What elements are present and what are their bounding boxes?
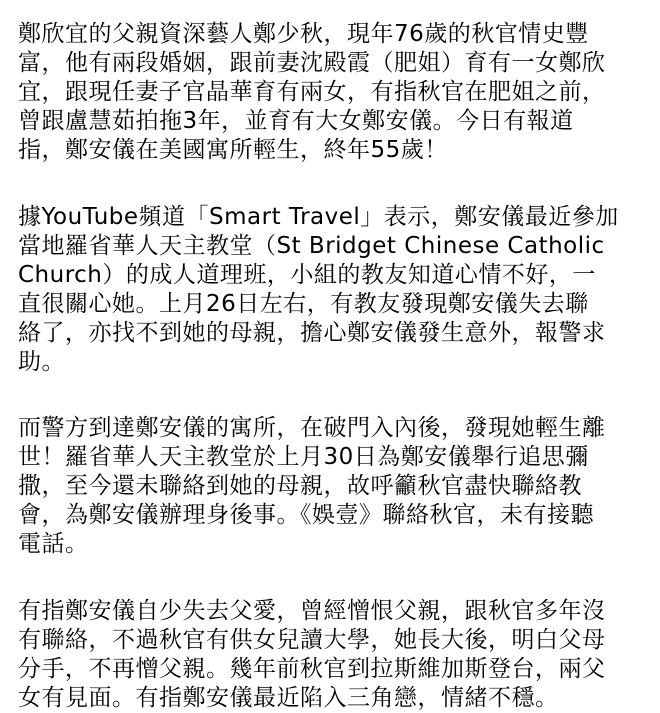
text-line: 分手，不再憎父親。幾年前秋官到拉斯維加斯登台，兩父: [18, 656, 606, 682]
text-line: 絡了，亦找不到她的母親，擔心鄭安儀發生意外，報警求: [18, 320, 606, 346]
text-line: 指，鄭安儀在美國寓所輕生，終年55歲！: [18, 137, 448, 163]
article-paragraph-4: [18, 597, 640, 713]
text-line: 世！羅省華人天主教堂於上月30日為鄭安儀舉行追思彌: [18, 444, 589, 470]
article-paragraph-3: [18, 414, 640, 559]
text-line: 直很關心她。上月26日左右，有教友發現鄭安儀失去聯: [18, 291, 589, 317]
text-line: Church）的成人道理班，小組的教友知道心情不好，一: [18, 262, 596, 288]
text-line: 而警方到達鄭安儀的寓所，在破門入內後，發現她輕生離: [18, 415, 606, 441]
text-line: 女有見面。有指鄭安儀最近陷入三角戀，情緒不穩。: [18, 685, 559, 711]
article-paragraph-1: [18, 20, 640, 165]
text-line: 當地羅省華人天主教堂（St Bridget Chinese Catholic: [18, 233, 605, 259]
text-line: 撒，至今還未聯絡到她的母親，故呼籲秋官盡快聯絡教: [18, 473, 582, 499]
text-line: 電話。: [18, 531, 89, 557]
text-line: 助。: [18, 349, 65, 375]
text-line: 曾跟盧慧茹拍拖3年，並育有大女鄭安儀。今日有報道: [18, 108, 574, 134]
text-line: 據YouTube頻道「Smart Travel」表示，鄭安儀最近參加: [18, 204, 619, 230]
text-line: 有聯絡，不過秋官有供女兒讀大學，她長大後，明白父母: [18, 627, 606, 653]
text-line: 富，他有兩段婚姻，跟前妻沈殿霞（肥姐）育有一女鄭欣: [18, 50, 606, 76]
text-line: 會，為鄭安儀辦理身後事。《娛壹》聯絡秋官，未有接聽: [18, 502, 594, 528]
text-line: 宜，跟現任妻子官晶華育有兩女，有指秋官在肥姐之前，: [18, 79, 606, 105]
text-line: 鄭欣宜的父親資深藝人鄭少秋，現年76歲的秋官情史豐: [18, 21, 589, 47]
article-paragraph-2: [18, 203, 640, 377]
text-line: 有指鄭安儀自少失去父愛，曾經憎恨父親，跟秋官多年沒: [18, 598, 606, 624]
